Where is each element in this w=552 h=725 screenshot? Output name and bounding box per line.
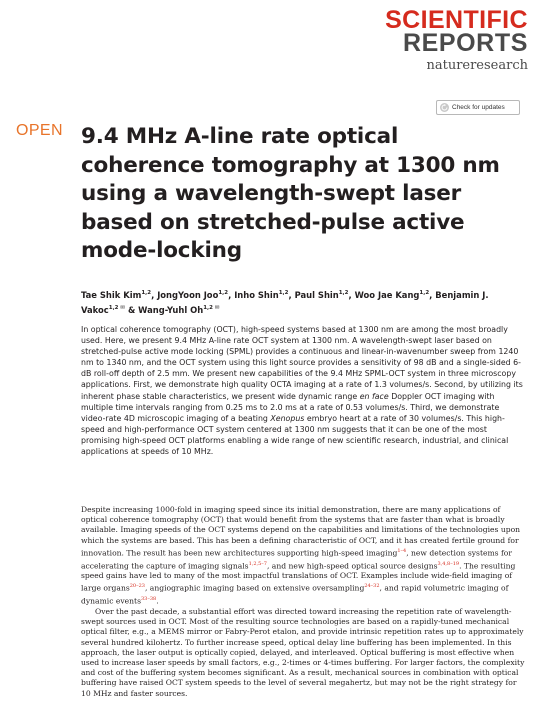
citation-ref[interactable]: 3,4,8–19 — [437, 560, 460, 567]
journal-name-line2: REPORTS — [402, 29, 528, 57]
author-name[interactable]: Benjamin J. Vakoc — [81, 289, 489, 315]
text-run: embryo heart at a rate of 30 volumes/s. This high-speed and high-performance OCT system centered at 1300 nm suggests that it can be one of the most promising high-speed OCT platforms enabling a wide range of new scientific research, industrial, and clinical applications at speeds of 10 MHz. — [81, 413, 509, 457]
check-for-updates-label: Check for updates — [452, 104, 505, 111]
text-run: , and rapid volumetric imaging of dynamic events — [81, 584, 509, 606]
body-paragraph — [81, 607, 526, 699]
author-affiliation: 1,2 ✉ — [108, 304, 126, 311]
author-name[interactable]: JongYoon Joo — [157, 289, 219, 300]
text-run: , new detection systems for accelerating the capture of imaging signals — [81, 548, 513, 571]
publisher-name: natureresearch — [426, 58, 528, 73]
author-affiliation: 1,2 — [141, 290, 152, 296]
journal-name-line1: SCIENTIFIC — [385, 6, 528, 34]
italic-term: Xenopus — [270, 413, 305, 423]
text-run: Over the past decade, a substantial effort was directed toward increasing the repetition rate of wavelength-swept sources used in OCT. Most of the resulting source technologies are based on a rapidly-tuned mechanical optical filter, e.g., a MEMS mirror or Fabry-Perot etalon, and provide intrinsic repetition rates up to approximately several hundred kilohertz. To further increase speed, optical delay line buffering has been implemented. In this approach, the laser output is optically copied, delayed, and interleaved. Optical buffering is most effective when used to increase laser speeds by small factors, e.g., 2-times or 4-times buffering. For larger factors, the complexity and cost of the buffering system becomes significant. As a result, mechanical sources in combination with optical buffering have raised OCT system speeds to the level of several megahertz, but may not be the right strategy for 10 MHz and faster sources. — [81, 606, 525, 698]
text-run: . The resulting speed gains have led to many of the most impactful translations of OCT. Examples include wide-field imaging of large organs — [81, 561, 516, 594]
citation-ref[interactable]: 24–32 — [364, 583, 380, 590]
author-affiliation: 1,2 — [218, 290, 229, 296]
author-name[interactable]: Paul Shin — [294, 289, 339, 300]
article-body — [81, 505, 526, 699]
citation-ref[interactable]: 33–38 — [140, 596, 157, 603]
journal-logo — [385, 6, 528, 76]
author-name[interactable]: Wang-Yuhl Oh — [138, 304, 204, 315]
text-run: . — [156, 596, 159, 606]
text-run: , angiographic imaging based on extensive oversampling — [144, 584, 365, 594]
author-affiliation: 1,2 ✉ — [203, 304, 220, 311]
citation-ref[interactable]: 1,2,5–7 — [248, 560, 267, 567]
abstract — [81, 324, 526, 457]
author-name[interactable]: Tae Shik Kim — [81, 289, 142, 300]
italic-term: en face — [359, 391, 389, 401]
citation-ref[interactable]: 20–23 — [129, 583, 145, 590]
text-run: In optical coherence tomography (OCT), high-speed systems based at 1300 nm are among the most broadly used. Here, we present 9.4 MHz A-line rate OCT system at 1300 nm. A wavelength-swept laser based on stretched-pulse active mode locking (SPML) provides a continuous and linear-in-wavenumber sweep from 1240 nm to 1340 nm, and the OCT system using this light source provides a sensitivity of 98 dB and a single-sided 6-dB roll-off depth of 2.5 mm. We present new capabilities of the 9.4 MHz SPML-OCT system in three microscopy applications. First, we demonstrate high quality OCTA imaging at a rate of 1.3 volumes/s. Second, by utilizing its inherent phase stable characteristics, we present wide dynamic range — [81, 325, 523, 401]
author-name[interactable]: Inho Shin — [234, 289, 279, 300]
article-title: 9.4 MHz A-line rate optical coherence tomography at 1300 nm using a wavelength-swept laser based on stretched-pulse active mode-locking — [81, 124, 500, 264]
check-for-updates-button[interactable] — [436, 100, 520, 115]
text-run: , and new high-speed optical source designs — [266, 561, 438, 571]
text-run: Doppler OCT imaging with multiple time intervals ranging from 0.25 ms to 2.0 ms at a rate of 0.53 volumes/s. Third, we demonstrate video-rate 4D microscopic imaging of a beating — [81, 391, 500, 423]
refresh-icon — [440, 103, 449, 112]
citation-ref[interactable]: 1–4 — [397, 547, 407, 554]
author-name[interactable]: Woo Jae Kang — [354, 289, 420, 300]
body-paragraph — [81, 505, 526, 607]
text-run: Despite increasing 1000-fold in imaging speed since its initial demonstration, there are many applications of optical coherence tomography (OCT) that would benefit from the systems that are faster than what is broadly available. Imaging speeds of the OCT systems depend on the capabilities and limitations of the technologies upon which the systems are based. This has been a defining characteristic of OCT, and it has created fertile ground for innovation. The result has been new architectures supporting high-speed imaging — [81, 505, 521, 558]
open-access-label: OPEN — [16, 122, 63, 139]
author-affiliation: 1,2 — [419, 290, 430, 296]
author-list: Tae Shik Kim$^{1,2}$, JongYoon Joo$^{1,2}$, Inho Shin$^{1,2}$, Paul Shin$^{1,2}$, Woo Jae Kang$^{1,2}$, Benjamin J. Vakoc$^{1,2 ✉}$ & Wang-Yuhl $Oh^{1,2 ✉}$ — [81, 289, 489, 315]
author-affiliation: 1,2 — [278, 290, 289, 296]
author-affiliation: 1,2 — [338, 290, 349, 296]
